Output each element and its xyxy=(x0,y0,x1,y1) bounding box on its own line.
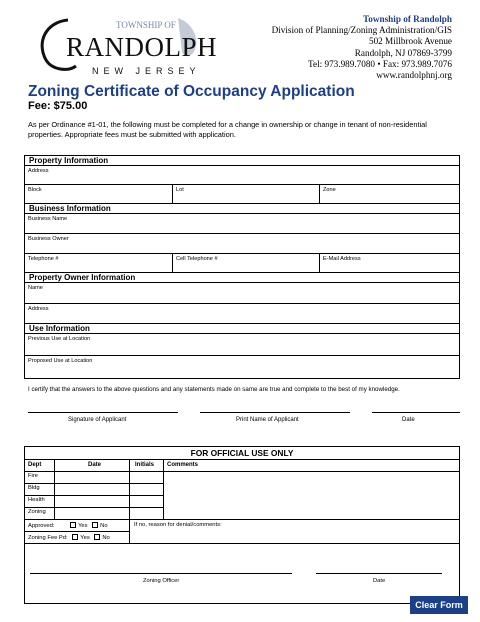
fee-paid-yes-label: Yes xyxy=(80,535,90,541)
dept-zoning: Zoning xyxy=(28,509,46,515)
col-comments: Comments xyxy=(167,462,199,468)
logo-name: RANDOLPH xyxy=(66,32,218,62)
owner-name-field[interactable]: Name xyxy=(28,285,43,291)
col-initials: Initials xyxy=(135,462,155,468)
property-address-field[interactable]: Address xyxy=(28,168,49,174)
grid-line xyxy=(54,460,55,519)
section-business: Business Information xyxy=(25,204,459,214)
property-block-row xyxy=(25,185,459,204)
proposed-use-field[interactable]: Proposed Use at Location xyxy=(28,358,93,364)
grid-line xyxy=(25,495,163,496)
fee-paid-label: Zoning Fee Pd: xyxy=(28,535,68,541)
township-logo xyxy=(28,12,228,82)
clear-form-button[interactable]: Clear Form xyxy=(410,596,468,614)
date-line[interactable] xyxy=(372,412,460,413)
col-date: Date xyxy=(88,462,102,468)
official-use-table xyxy=(24,446,460,604)
zoning-officer-line[interactable] xyxy=(30,573,292,574)
business-phone-row xyxy=(25,254,459,273)
business-name-field[interactable]: Business Name xyxy=(28,216,68,222)
grid-line xyxy=(25,543,459,544)
business-owner-row xyxy=(25,234,459,254)
form-title: Zoning Certificate of Occupancy Application xyxy=(28,83,355,100)
previous-use-field[interactable]: Previous Use at Location xyxy=(28,336,91,342)
section-property: Property Information xyxy=(25,156,459,166)
zoning-officer-label: Zoning Officer xyxy=(143,578,180,584)
grid-line xyxy=(25,483,163,484)
owner-name-row xyxy=(25,283,459,304)
signature-label: Signature of Applicant xyxy=(68,417,127,423)
logo-state: NEW JERSEY xyxy=(92,66,201,76)
approved-yes-checkbox[interactable] xyxy=(70,522,76,528)
section-property-owner: Property Owner Information xyxy=(25,273,459,283)
business-owner-field[interactable]: Business Owner xyxy=(28,236,69,242)
contact-street: 502 Millbrook Avenue xyxy=(368,36,452,47)
dept-bldg: Bldg xyxy=(28,485,40,491)
previous-use-row xyxy=(25,334,459,356)
dept-health: Health xyxy=(28,497,45,503)
owner-address-field[interactable]: Address xyxy=(28,306,49,312)
contact-division: Division of Planning/Zoning Administration/GIS xyxy=(271,25,452,36)
contact-web[interactable]: www.randolphnj.org xyxy=(376,70,452,81)
approved-no-label: No xyxy=(100,523,108,529)
contact-phone: Tel: 973.989.7080 • Fax: 973.989.7076 xyxy=(308,58,452,69)
approved-label: Approved: xyxy=(28,523,55,529)
proposed-use-row xyxy=(25,356,459,378)
approved-no-checkbox[interactable] xyxy=(92,522,98,528)
approved-row xyxy=(25,520,108,529)
signature-line[interactable] xyxy=(28,412,178,413)
official-date-label: Date xyxy=(373,578,386,584)
property-address-row xyxy=(25,166,459,185)
official-use-title: FOR OFFICIAL USE ONLY xyxy=(25,447,459,460)
lot-field[interactable]: Lot xyxy=(173,185,320,203)
date-label: Date xyxy=(402,417,415,423)
fee-paid-no-label: No xyxy=(102,535,110,541)
fee-paid-yes-checkbox[interactable] xyxy=(72,534,78,540)
fee: Fee: $75.00 xyxy=(28,100,88,112)
email-field[interactable]: E-Mail Address xyxy=(323,256,361,262)
official-date-line[interactable] xyxy=(316,573,442,574)
approved-yes-label: Yes xyxy=(78,523,88,529)
certification-text: I certify that the answers to the above questions and any statements made on same are true and complete to the best of my knowledge. xyxy=(28,386,400,393)
fee-paid-row xyxy=(25,532,110,541)
block-field[interactable]: Block xyxy=(25,185,173,203)
intro-text: As per Ordinance #1-01, the following must be completed for a change in ownership or change in tenant of non-residential properties. Appropriate fees must be submitted with application. xyxy=(28,120,427,139)
application-form xyxy=(24,155,460,379)
contact-org: Township of Randolph xyxy=(362,14,452,24)
grid-line xyxy=(163,460,164,519)
logo-township-of: TOWNSHIP OF xyxy=(116,20,176,30)
owner-address-row xyxy=(25,304,459,324)
print-name-label: Print Name of Applicant xyxy=(236,417,299,423)
print-name-line[interactable] xyxy=(200,412,350,413)
section-use: Use Information xyxy=(25,324,459,334)
grid-line xyxy=(25,471,459,472)
denial-label[interactable]: If no, reason for denial/comments: xyxy=(134,522,222,528)
dept-fire: Fire xyxy=(28,473,38,479)
grid-line xyxy=(129,460,130,543)
col-dept: Dept xyxy=(28,462,42,468)
contact-block xyxy=(272,14,452,81)
fee-paid-no-checkbox[interactable] xyxy=(94,534,100,540)
telephone-field[interactable]: Telephone # xyxy=(25,254,173,272)
zone-field[interactable]: Zone xyxy=(323,187,336,193)
cell-telephone-field[interactable]: Cell Telephone # xyxy=(173,254,320,272)
business-name-row xyxy=(25,214,459,234)
contact-city: Randolph, NJ 07869-3799 xyxy=(354,47,452,58)
